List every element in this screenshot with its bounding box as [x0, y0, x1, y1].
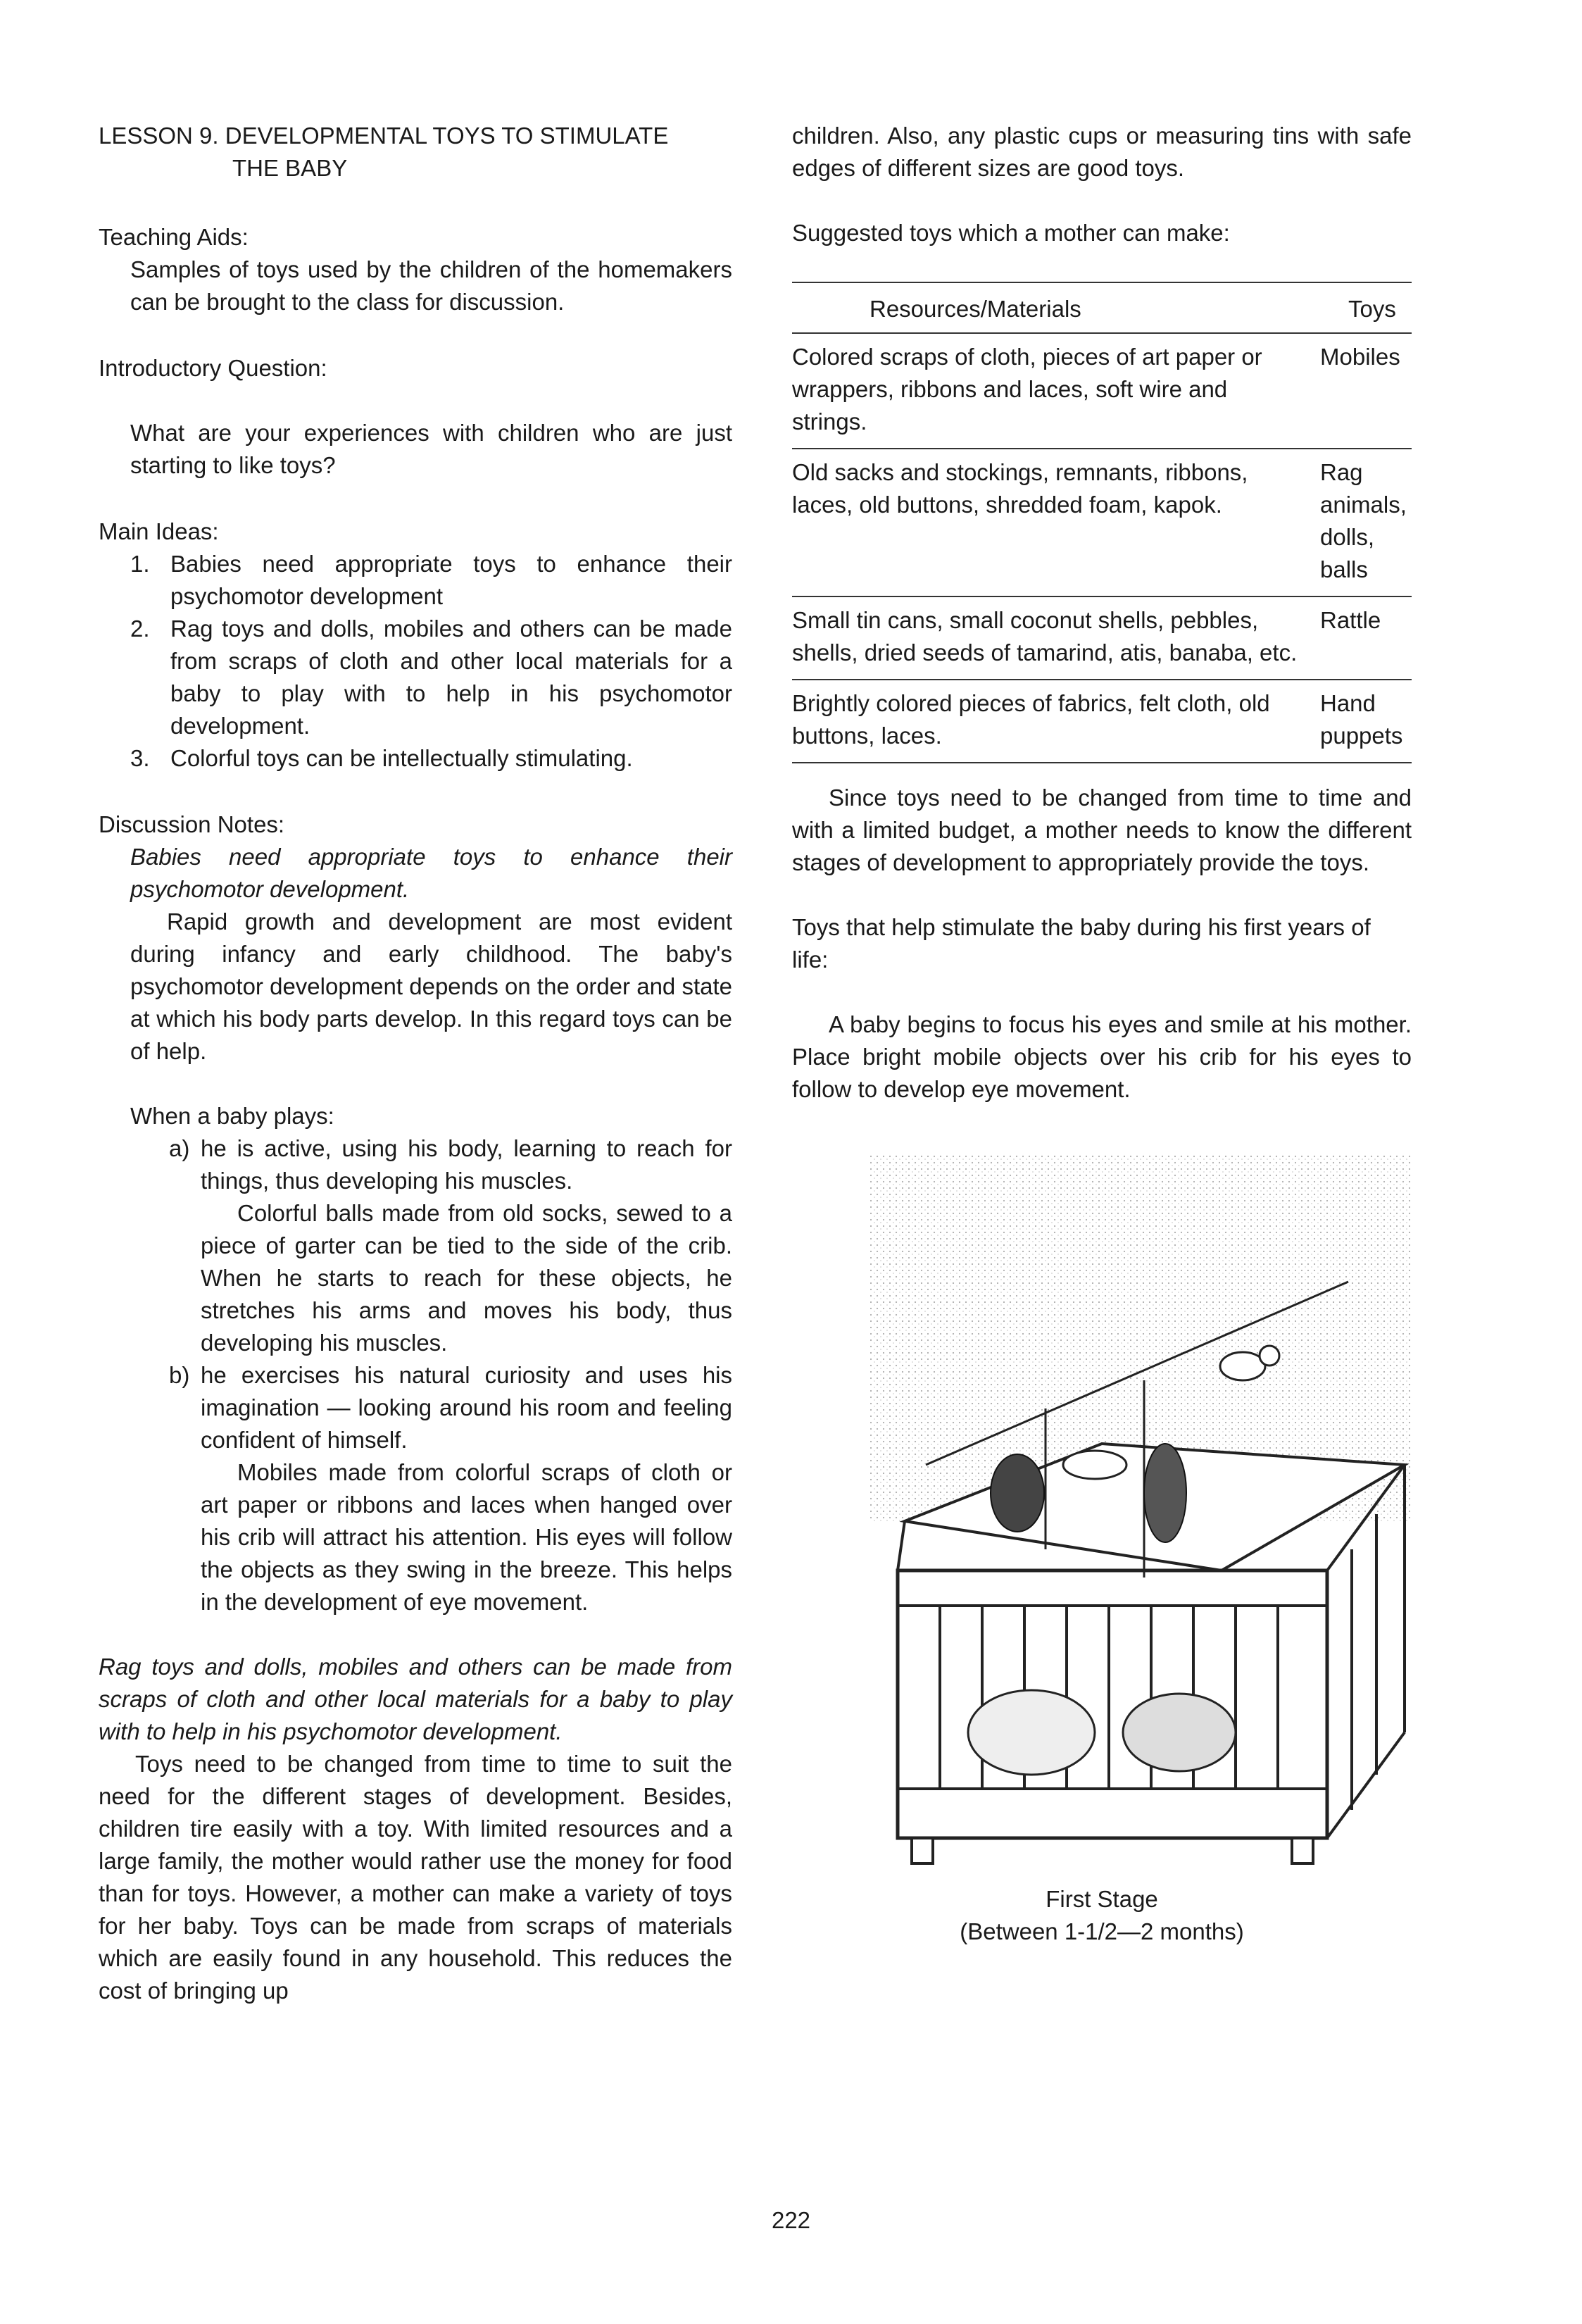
- main-idea-number: 1.: [130, 551, 150, 577]
- illustration-caption: [792, 1883, 1412, 1948]
- introductory-question-text: What are your experiences with children who are just starting to like toys?: [130, 420, 732, 478]
- list-marker: a): [169, 1135, 190, 1161]
- lesson-title-line2: THE BABY: [232, 155, 348, 181]
- main-ideas-label: Main Ideas:: [99, 518, 219, 544]
- caption-line2: (Between 1-1/2—2 months): [960, 1918, 1244, 1944]
- crib-illustration: [870, 1155, 1412, 1866]
- discussion-notes-label: Discussion Notes:: [99, 811, 285, 837]
- left-column: [99, 120, 732, 2007]
- table-cell-resources: Small tin cans, small coconut shells, pebbles, shells, dried seeds of tamarind, atis, banaba, etc.: [792, 607, 1298, 666]
- teaching-aids-label: Teaching Aids:: [99, 224, 249, 250]
- table-row: [792, 449, 1412, 596]
- introductory-question-label: Introductory Question:: [99, 355, 327, 381]
- table-row: [792, 333, 1412, 449]
- table-row: [792, 680, 1412, 763]
- main-idea-text: Rag toys and dolls, mobiles and others can be made from scraps of cloth and other local materials for a baby to play with to help in his psychomotor development.: [170, 616, 732, 739]
- table-cell-toys: Rattle: [1320, 607, 1381, 633]
- right-column: [792, 120, 1412, 1948]
- main-idea-text: Babies need appropriate toys to enhance their psychomotor development: [170, 551, 732, 609]
- teaching-aids-text: Samples of toys used by the children of the homemakers can be brought to the class for discussion.: [130, 256, 732, 315]
- table-row: [792, 596, 1412, 680]
- table-cell-resources: Colored scraps of cloth, pieces of art paper or wrappers, ribbons and laces, soft wire and strings.: [792, 344, 1262, 435]
- discussion-heading-2: Rag toys and dolls, mobiles and others can be made from scraps of cloth and other local materials for a baby to play with to help in his psychomotor development.: [99, 1654, 732, 1744]
- table-header-row: [792, 282, 1412, 333]
- main-idea-number: 3.: [130, 745, 150, 771]
- lesson-title: [99, 120, 732, 185]
- list-item-a: [169, 1132, 732, 1359]
- main-ideas-section: [99, 516, 732, 775]
- toys-help-paragraph: Toys that help stimulate the baby during his first years of life:: [792, 914, 1371, 973]
- list-item-b-text: he exercises his natural curiosity and uses his imagination — looking around his room and feeling confident of himself.: [201, 1362, 732, 1453]
- main-idea-item: [130, 548, 732, 613]
- table-cell-resources: Brightly colored pieces of fabrics, felt cloth, old buttons, laces.: [792, 690, 1270, 749]
- discussion-notes-section: [99, 808, 732, 2007]
- discussion-paragraph-2: Toys need to be changed from time to time to suit the need for the different stages of development. Besides, children tire easily with a toy. With limited resources and a large family, the mother would rather use the money for food than for toys. However, a mother can make a variety of toys for her baby. Toys can be made from scraps of materials which are easily found in any household. This reduces the cost of bringing up: [99, 1751, 732, 2004]
- page-number: 222: [771, 2207, 811, 2233]
- table-cell-toys: Rag animals, dolls, balls: [1320, 459, 1407, 582]
- since-paragraph: Since toys need to be changed from time to time and with a limited budget, a mother needs to know the different stages of development to appropriately provide the toys.: [792, 785, 1412, 875]
- discussion-paragraph-1: Rapid growth and development are most evident during infancy and early childhood. The baby's psychomotor development depends on the order and state at which his body parts develop. In this regard toys can be of help.: [130, 908, 732, 1064]
- main-idea-text: Colorful toys can be intellectually stimulating.: [170, 745, 633, 771]
- table-header: Toys: [1348, 296, 1396, 322]
- list-item-b: [169, 1359, 732, 1618]
- list-item-b-paragraph: Mobiles made from colorful scraps of cloth or art paper or ribbons and laces when hanged over his crib will attract his attention. His eyes will follow the objects as they swing in the breeze. This helps in the development of eye movement.: [201, 1459, 732, 1615]
- list-marker: b): [169, 1362, 190, 1388]
- caption-line1: First Stage: [1046, 1886, 1158, 1912]
- table-header: Resources/Materials: [870, 296, 1081, 322]
- continuation-paragraph: children. Also, any plastic cups or measuring tins with safe edges of different sizes are good toys.: [792, 123, 1412, 181]
- when-baby-plays: When a baby plays:: [130, 1103, 334, 1129]
- crib-drawing: [870, 1155, 1412, 1866]
- focus-paragraph: A baby begins to focus his eyes and smile at his mother. Place bright mobile objects over his crib for his eyes to follow to develop eye movement.: [792, 1011, 1412, 1102]
- main-idea-number: 2.: [130, 616, 150, 642]
- discussion-heading-1: Babies need appropriate toys to enhance their psychomotor development.: [130, 844, 732, 902]
- introductory-question-section: [99, 352, 732, 482]
- table-cell-resources: Old sacks and stockings, remnants, ribbons, laces, old buttons, shredded foam, kapok.: [792, 459, 1248, 518]
- main-idea-item: [130, 742, 732, 775]
- teaching-aids-section: [99, 221, 732, 318]
- list-item-a-paragraph: Colorful balls made from old socks, sewed to a piece of garter can be tied to the side of the crib. When he starts to reach for these objects, he stretches his arms and moves his body, thus developing his muscles.: [201, 1200, 732, 1356]
- suggested-toys-table: [792, 282, 1412, 763]
- list-item-a-text: he is active, using his body, learning to reach for things, thus developing his muscles.: [201, 1135, 732, 1194]
- table-cell-toys: Hand puppets: [1320, 690, 1403, 749]
- main-idea-item: [130, 613, 732, 742]
- table-cell-toys: Mobiles: [1320, 344, 1400, 370]
- lesson-title-line1: LESSON 9. DEVELOPMENTAL TOYS TO STIMULATE: [99, 123, 669, 149]
- suggested-toys-intro: Suggested toys which a mother can make:: [792, 220, 1230, 246]
